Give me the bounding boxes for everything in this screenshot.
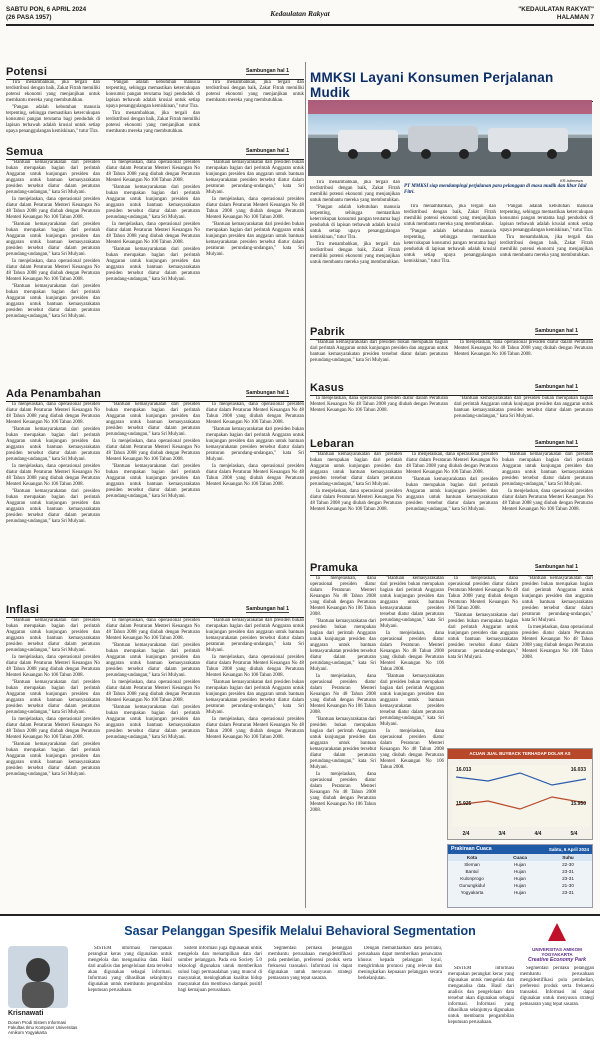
paragraph: "Bantuan kemasyarakatan dari presiden bukan merupakan bagian dari perintah Anggaran untuk kunjungan presiden dan anggaran untuk bantuan kemasyarakatan presiden tersebut diatur dalam peraturan perundang-undangan," kata Sri Mulyani. [6,222,100,257]
article-kasus-col2 [454,396,593,432]
right-low-value: 15.950 [570,801,586,807]
feature-col1 [310,180,400,320]
article-potensi-col3 [206,80,304,138]
author-name: Krisnawati [8,1010,44,1017]
paragraph: "Bantuan kemasyarakatan dari presiden bukan merupakan bagian dari perintah Anggaran untuk kunjungan presiden dan anggaran untuk bantuan kemasyarakatan presiden tersebut diatur dalam peraturan perundang-undangan," kata Sri Mulyani. [6,680,100,715]
paragraph: "Bantuan kemasyarakatan dari presiden bukan merupakan bagian dari perintah Anggaran untuk kunjungan presiden dan anggaran untuk bantuan kemasyarakatan presiden tersebut diatur dalam peraturan perundang-undangan," kata Sri Mulyani. [206,427,304,462]
paragraph: SISTEM informasi merupakan perangkat keras yang digunakan untuk mengelola dan menganalisa data. Hasil dari analisis dan pengelolaan data tersebut akan digunakan sebagai informasi. Informasi yang dihasilkan selanjutnya digunakan untuk membantu pengambilan keputusan perusahaan. [448,966,514,1025]
paragraph: Ia menjelaskan, dana operasional presiden diatur dalam Peraturan Menteri Keuangan No 48 Tahun 2008 yang diubah dengan Peraturan Menteri Keuangan No 106 Tahun 2008. [206,197,304,220]
article-pramuka-col2 [380,576,444,908]
issue-javanese-date: (26 PASA 1957) [6,14,52,21]
university-tagline: Creative Economy Park [528,957,586,963]
ad-col1 [88,946,172,1046]
paragraph: Ia menjelaskan, dana operasional presiden diatur dalam Peraturan Menteri Keuangan No 48 Tahun 2008 yang diubah dengan Peraturan Menteri Keuangan No 106 Tahun 2008. [106,618,200,641]
article-lebaran-col3 [502,452,593,556]
photo-illustration [308,100,592,176]
paragraph: Tira menambahkan, jika tergali dan terdistribusi dengan baik, Zakat Fitrah memiliki potensi ekonomi yang menjanjikan untuk membantu mereka yang membutuhkan. [500,235,593,258]
section-title-pramuka: Pramuka [310,562,593,574]
continued-ada: Sambungan hal 1 [246,390,289,396]
paragraph: Ia menjelaskan, dana operasional presiden diatur dalam Peraturan Menteri Keuangan No 48 Tahun 2008 yang diubah dengan Peraturan Menteri Keuangan No 106 Tahun 2008. [6,259,100,282]
article-ada-col2 [106,402,200,598]
paragraph: Ia menjelaskan, dana operasional presiden diatur dalam Peraturan Menteri Keuangan No 48 Tahun 2008 yang diubah dengan Peraturan Menteri Keuangan No 106 Tahun 2008. [454,340,593,357]
paragraph: Segmentasi perilaku pelanggan membantu perusahaan mengidentifikasi pola pembelian, preferensi produk serta frekuensi transaksi. Informasi ini dapat digunakan untuk menyusun strategi pemasaran yang tepat sasaran. [268,946,352,981]
paragraph: Ia menjelaskan, dana operasional presiden diatur dalam Peraturan Menteri Keuangan No 48 Tahun 2008 yang diubah dengan Peraturan Menteri Keuangan No 106 Tahun 2008. [310,576,376,617]
paragraph: "Bantuan kemasyarakatan dari presiden bukan merupakan bagian dari perintah Anggaran untuk kunjungan presiden dan anggaran untuk bantuan kemasyarakatan presiden tersebut diatur dalam peraturan perundang-undangan," kata Sri Mulyani. [206,618,304,653]
photo-caption: PT MMKSI siap mendampingi perjalanan para pelanggan di masa mudik dan libur Idul Fitri. [404,184,587,195]
article-pramuka-col3 [448,576,518,744]
date-tick: 4/4 [534,831,542,837]
article-potensi-col2 [106,80,200,138]
feature-col3 [500,204,593,320]
feature-photo [308,100,592,176]
paragraph: Ia menjelaskan, dana operasional presiden diatur dalam Peraturan Menteri Keuangan No 48 Tahun 2008 yang diubah dengan Peraturan Menteri Keuangan No 106 Tahun 2008. [310,772,376,813]
paragraph: "Bantuan kemasyarakatan dari presiden bukan merupakan bagian dari perintah Anggaran untuk kunjungan presiden dan anggaran untuk bantuan kemasyarakatan presiden tersebut diatur dalam peraturan perundang-undangan," kata Sri Mulyani. [502,452,593,487]
issue-date: SABTU PON, 6 APRIL 2024 [6,6,87,13]
university-logo [520,922,594,962]
cell: Hujan [513,883,526,888]
section-title-potensi: Potensi [6,66,304,78]
ad-col4 [358,946,442,1046]
paragraph: Ia menjelaskan, dana operasional presiden diatur dalam Peraturan Menteri Keuangan No 48 Tahun 2008 yang diubah dengan Peraturan Menteri Keuangan No 106 Tahun 2008. [6,402,100,425]
paragraph: Ia menjelaskan, dana operasional presiden diatur dalam Peraturan Menteri Keuangan No 48 Tahun 2008 yang diubah dengan Peraturan Menteri Keuangan No 106 Tahun 2008. [448,576,518,611]
paragraph: "Bantuan kemasyarakatan dari presiden bukan merupakan bagian dari perintah Anggaran untuk kunjungan presiden dan anggaran untuk bantuan kemasyarakatan presiden tersebut diatur dalam peraturan perundang-undangan," kata Sri Mulyani. [6,489,100,524]
paragraph: "Pangan adalah kebutuhan manusia terpenting, sehingga memastikan ketercukupan konsumsi pangan terutama bagi penduduk di lapisan terbawah adalah krusial untuk setiap upaya penanggulangan kemiskinan," tutur Tira. [6,105,100,134]
paragraph: "Bantuan kemasyarakatan dari presiden bukan merupakan bagian dari perintah Anggaran untuk kunjungan presiden dan anggaran untuk bantuan kemasyarakatan presiden tersebut diatur dalam peraturan perundang-undangan," kata Sri Mulyani. [310,452,402,487]
cell: Bantul [465,869,479,874]
paragraph: Tira menambahkan, jika tergali dan terdistribusi dengan baik, Zakat Fitrah memiliki potensi ekonomi yang menjanjikan untuk membantu mereka yang membutuhkan. [404,204,496,227]
article-pabrik-col2 [454,340,593,376]
paragraph: Ia menjelaskan, dana operasional presiden diatur dalam Peraturan Menteri Keuangan No 48 Tahun 2008 yang diubah dengan Peraturan Menteri Keuangan No 106 Tahun 2008. [6,655,100,678]
cell: 23-31 [562,869,574,874]
paragraph: Ia menjelaskan, dana operasional presiden diatur dalam Peraturan Menteri Keuangan No 48 Tahun 2008 yang diubah dengan Peraturan Menteri Keuangan No 106 Tahun 2008. [206,655,304,678]
weather-date: Sabtu, 6 April 2024 [548,847,589,852]
continued-lebaran: Sambungan hal 1 [535,440,578,446]
table-header-row [448,854,592,861]
paragraph: "Bantuan kemasyarakatan dari presiden bukan merupakan bagian dari perintah Anggaran untuk kunjungan presiden dan anggaran untuk bantuan kemasyarakatan presiden tersebut diatur dalam peraturan perundang-undangan," kata Sri Mulyani. [380,674,444,727]
paragraph: Tira menambahkan, jika tergali dan terdistribusi dengan baik, Zakat Fitrah memiliki potensi ekonomi yang menjanjikan untuk membantu mereka yang membutuhkan. [106,111,200,134]
ad-col5 [448,966,514,1046]
section-title-lebaran: Lebaran [310,438,593,450]
right-high-value: 16.033 [570,767,586,773]
cell: 23-31 [562,890,574,895]
paragraph: Ia menjelaskan, dana operasional presiden diatur dalam Peraturan Menteri Keuangan No 48 Tahun 2008 yang diubah dengan Peraturan Menteri Keuangan No 106 Tahun 2008. [106,160,200,183]
article-semua-col3 [206,160,304,382]
article-kasus-col1 [310,396,448,432]
table-row [448,882,592,889]
table-row [448,868,592,875]
paragraph: Ia menjelaskan, dana operasional presiden diatur dalam Peraturan Menteri Keuangan No 48 Tahun 2008 yang diubah dengan Peraturan Menteri Keuangan No 106 Tahun 2008. [206,464,304,487]
section-title-pabrik: Pabrik [310,326,593,338]
header-right [518,6,594,22]
paragraph: "Bantuan kemasyarakatan dari presiden bukan merupakan bagian dari perintah Anggaran untuk kunjungan presiden dan anggaran untuk bantuan kemasyarakatan presiden tersebut diatur dalam peraturan perundang-undangan," kata Sri Mulyani. [206,680,304,715]
feature-headline: MMKSI Layani Konsumen Perjalanan Mudik [310,70,593,100]
cell: Hujan [513,876,526,881]
weather-title-text: Prakiraan Cuaca [451,846,492,852]
paragraph: "Bantuan kemasyarakatan dari presiden bukan merupakan bagian dari perintah Anggaran untuk kunjungan presiden dan anggaran untuk bantuan kemasyarakatan presiden tersebut diatur dalam peraturan perundang-undangan," kata Sri Mulyani. [206,222,304,257]
ad-col3 [268,946,352,1046]
currency-chart [447,748,593,840]
advertorial-block [0,914,600,1050]
paragraph: "Bantuan kemasyarakatan dari presiden bukan merupakan bagian dari perintah Anggaran untuk kunjungan presiden dan anggaran untuk bantuan kemasyarakatan presiden tersebut diatur dalam peraturan perundang-undangan," kata Sri Mulyani. [310,619,376,672]
page-header [6,4,594,26]
col-header: Kota [466,855,478,860]
author-photo [8,946,68,1008]
continued-semua: Sambungan hal 1 [246,148,289,154]
date-tick: 3/4 [498,831,506,837]
paragraph: Ia menjelaskan, dana operasional presiden diatur dalam Peraturan Menteri Keuangan No 48 Tahun 2008 yang diubah dengan Peraturan Menteri Keuangan No 106 Tahun 2008. [380,729,444,770]
article-potensi-col1 [6,80,100,138]
section-title-kasus: Kasus [310,382,593,394]
section-title-ada-penambahan: Ada Penambahan [6,388,304,400]
date-tick: 5/4 [570,831,578,837]
paragraph: "Bantuan kemasyarakatan dari presiden bukan merupakan bagian dari perintah Anggaran untuk kunjungan presiden dan anggaran untuk bantuan kemasyarakatan presiden tersebut diatur dalam peraturan perundang-undangan," kata Sri Mulyani. [454,396,593,419]
cell: 23-31 [562,876,574,881]
paragraph: "Pangan adalah kebutuhan manusia terpenting, sehingga memastikan ketercukupan konsumsi pangan terutama bagi penduduk di lapisan terbawah adalah krusial untuk setiap upaya penanggulangan kemiskinan," tutur Tira. [404,229,496,264]
chart-title: ACUAN JUAL BUYBACK TERHADAP DOLAR AS [448,749,592,759]
paragraph: Ia menjelaskan, dana operasional presiden diatur dalam Peraturan Menteri Keuangan No 48 Tahun 2008 yang diubah dengan Peraturan Menteri Keuangan No 106 Tahun 2008. [502,489,593,512]
paragraph: "Bantuan kemasyarakatan dari presiden bukan merupakan bagian dari perintah Anggaran untuk kunjungan presiden dan anggaran untuk bantuan kemasyarakatan presiden tersebut diatur dalam peraturan perundang-undangan," kata Sri Mulyani. [6,284,100,319]
university-name: UNIVERSITAS AMIKOM YOGYAKARTA [532,947,582,957]
paragraph: SISTEM informasi merupakan perangkat keras yang digunakan untuk mengelola dan menganalisa data. Hasil dari analisis dan pengelolaan data tersebut akan digunakan sebagai informasi. Informasi yang dihasilkan selanjutnya digunakan untuk membantu pengambilan keputusan perusahaan. [88,946,172,993]
weather-title [448,845,592,854]
article-pramuka-col4 [522,576,593,744]
paragraph: "Bantuan kemasyarakatan dari presiden bukan merupakan bagian dari perintah Anggaran untuk kunjungan presiden dan anggaran untuk bantuan kemasyarakatan presiden tersebut diatur dalam peraturan perundang-undangan," kata Sri Mulyani. [6,160,100,195]
paragraph: Ia menjelaskan, dana operasional presiden diatur dalam Peraturan Menteri Keuangan No 48 Tahun 2008 yang diubah dengan Peraturan Menteri Keuangan No 106 Tahun 2008. [206,402,304,425]
article-semua-col1 [6,160,100,382]
paragraph: Ia menjelaskan, dana operasional presiden diatur dalam Peraturan Menteri Keuangan No 48 Tahun 2008 yang diubah dengan Peraturan Menteri Keuangan No 106 Tahun 2008. [406,452,498,475]
paragraph: "Pangan adalah kebutuhan manusia terpenting, sehingga memastikan ketercukupan konsumsi pangan terutama bagi penduduk di lapisan terbawah adalah krusial untuk setiap upaya penanggulangan kemiskinan," tutur Tira. [106,80,200,109]
feature-col2 [404,204,496,320]
paragraph: Segmentasi perilaku pelanggan membantu perusahaan mengidentifikasi pola pembelian, preferensi produk serta frekuensi transaksi. Informasi ini dapat digunakan untuk menyusun strategi pemasaran yang tepat sasaran. [520,966,594,1007]
paragraph: "Bantuan kemasyarakatan dari presiden bukan merupakan bagian dari perintah Anggaran untuk kunjungan presiden dan anggaran untuk bantuan kemasyarakatan presiden tersebut diatur dalam peraturan perundang-undangan," kata Sri Mulyani. [310,340,448,363]
article-inflasi-col3 [206,618,304,908]
paragraph: Tira menambahkan, jika tergali dan terdistribusi dengan baik, Zakat Fitrah memiliki potensi ekonomi yang menjanjikan untuk membantu mereka yang membutuhkan. [310,180,400,203]
author-role: Dosen Prodi Sistem Informasi Fakultas Ilmu Komputer Universitas Amikom Yogyakarta [8,1020,78,1036]
paragraph: Tira menambahkan, jika tergali dan terdistribusi dengan baik, Zakat Fitrah memiliki potensi ekonomi yang menjanjikan untuk membantu mereka yang membutuhkan. [206,80,304,103]
paragraph: Ia menjelaskan, dana operasional presiden diatur dalam Peraturan Menteri Keuangan No 48 Tahun 2008 yang diubah dengan Peraturan Menteri Keuangan No 106 Tahun 2008. [380,631,444,672]
paragraph: Ia menjelaskan, dana operasional presiden diatur dalam Peraturan Menteri Keuangan No 48 Tahun 2008 yang diubah dengan Peraturan Menteri Keuangan No 106 Tahun 2008. [310,489,402,512]
article-inflasi-col1 [6,618,100,908]
cell: Gunungkidul [459,883,485,888]
col-header: Cuaca [513,855,527,860]
paragraph: Tira menambahkan, jika tergali dan terdistribusi dengan baik, Zakat Fitrah memiliki potensi ekonomi yang menjanjikan untuk membantu mereka yang membutuhkan. [310,242,400,265]
paragraph: "Bantuan kemasyarakatan dari presiden bukan merupakan bagian dari perintah Anggaran untuk kunjungan presiden dan anggaran untuk bantuan kemasyarakatan presiden tersebut diatur dalam peraturan perundang-undangan," kata Sri Mulyani. [206,160,304,195]
article-pabrik-col1 [310,340,448,376]
page-number: HALAMAN 7 [556,14,594,21]
paragraph: "Bantuan kemasyarakatan dari presiden bukan merupakan bagian dari perintah Anggaran untuk kunjungan presiden dan anggaran untuk bantuan kemasyarakatan presiden tersebut diatur dalam peraturan perundang-undangan," kata Sri Mulyani. [6,618,100,653]
paragraph: "Bantuan kemasyarakatan dari presiden bukan merupakan bagian dari perintah Anggaran untuk kunjungan presiden dan anggaran untuk bantuan kemasyarakatan presiden tersebut diatur dalam peraturan perundang-undangan," kata Sri Mulyani. [522,576,593,623]
paragraph: Ia menjelaskan, dana operasional presiden diatur dalam Peraturan Menteri Keuangan No 48 Tahun 2008 yang diubah dengan Peraturan Menteri Keuangan No 106 Tahun 2008. [310,674,376,715]
article-pramuka-col1 [310,576,376,908]
cell: Hujan [513,869,526,874]
university-emblem-icon [547,922,567,942]
paragraph: Ia menjelaskan, dana operasional presiden diatur dalam Peraturan Menteri Keuangan No 48 Tahun 2008 yang diubah dengan Peraturan Menteri Keuangan No 106 Tahun 2008. [206,717,304,740]
table-row [448,875,592,882]
paragraph: "Bantuan kemasyarakatan dari presiden bukan merupakan bagian dari perintah Anggaran untuk kunjungan presiden dan anggaran untuk bantuan kemasyarakatan presiden tersebut diatur dalam peraturan perundang-undangan," kata Sri Mulyani. [106,643,200,678]
left-low-value: 15.925 [456,801,472,807]
paragraph: "Bantuan kemasyarakatan dari presiden bukan merupakan bagian dari perintah Anggaran untuk kunjungan presiden dan anggaran untuk bantuan kemasyarakatan presiden tersebut diatur dalam peraturan perundang-undangan," kata Sri Mulyani. [406,477,498,512]
ad-headline: Sasar Pelanggan Spesifik Melalui Behavioral Segmentation [124,924,476,938]
section-title-semua: Semua [6,146,304,158]
continued-pramuka: Sambungan hal 1 [535,564,578,570]
continued-potensi: Sambungan hal 1 [246,68,289,74]
paragraph: Ia menjelaskan, dana operasional presiden diatur dalam Peraturan Menteri Keuangan No 48 Tahun 2008 yang diubah dengan Peraturan Menteri Keuangan No 106 Tahun 2008. [106,222,200,245]
column-divider [305,62,306,908]
cell: 21-30 [562,883,574,888]
paragraph: Dengan memanfaatkan data perilaku, perusahaan dapat memberikan penawaran khusus kepada pelanggan loyal, mengirimkan promosi yang relevan dan meningkatkan kepuasan pelanggan secara berkelanjutan. [358,946,442,981]
paragraph: Tira menambahkan, jika tergali dan terdistribusi dengan baik, Zakat Fitrah memiliki potensi ekonomi yang menjanjikan untuk membantu mereka yang membutuhkan. [6,80,100,103]
cell: Hujan [513,890,526,895]
paragraph: Ia menjelaskan, dana operasional presiden diatur dalam Peraturan Menteri Keuangan No 48 Tahun 2008 yang diubah dengan Peraturan Menteri Keuangan No 106 Tahun 2008. [106,439,200,462]
table-row [448,861,592,868]
article-semua-col2 [106,160,200,382]
article-lebaran-col1 [310,452,402,556]
paragraph: "Bantuan kemasyarakatan dari presiden bukan merupakan bagian dari perintah Anggaran untuk kunjungan presiden dan anggaran untuk bantuan kemasyarakatan presiden tersebut diatur dalam peraturan perundang-undangan," kata Sri Mulyani. [106,705,200,740]
cell: Yogyakarta [460,890,484,895]
paragraph: Ia menjelaskan, dana operasional presiden diatur dalam Peraturan Menteri Keuangan No 48 Tahun 2008 yang diubah dengan Peraturan Menteri Keuangan No 106 Tahun 2008. [106,680,200,703]
paper-slogan: "KEDAULATAN RAKYAT" [518,6,594,13]
chart-date-axis [448,831,592,837]
paragraph: "Bantuan kemasyarakatan dari presiden bukan merupakan bagian dari perintah Anggaran untuk kunjungan presiden dan anggaran untuk bantuan kemasyarakatan presiden tersebut diatur dalam peraturan perundang-undangan," kata Sri Mulyani. [6,427,100,462]
cell: Kulonprogo [460,876,484,881]
paragraph: "Bantuan kemasyarakatan dari presiden bukan merupakan bagian dari perintah Anggaran untuk kunjungan presiden dan anggaran untuk bantuan kemasyarakatan presiden tersebut diatur dalam peraturan perundang-undangan," kata Sri Mulyani. [380,576,444,629]
masthead-title: Kedaulatan Rakyat [270,9,330,18]
paragraph: Ia menjelaskan, dana operasional presiden diatur dalam Peraturan Menteri Keuangan No 48 Tahun 2008 yang diubah dengan Peraturan Menteri Keuangan No 106 Tahun 2008. [6,717,100,740]
left-high-value: 16.013 [456,767,472,773]
continued-pabrik: Sambungan hal 1 [535,328,578,334]
paragraph: "Bantuan kemasyarakatan dari presiden bukan merupakan bagian dari perintah Anggaran untuk kunjungan presiden dan anggaran untuk bantuan kemasyarakatan presiden tersebut diatur dalam peraturan perundang-undangan," kata Sri Mulyani. [310,717,376,770]
ad-col2 [178,946,262,1046]
author-avatar [8,946,68,1008]
paragraph: Ia menjelaskan, dana operasional presiden diatur dalam Peraturan Menteri Keuangan No 48 Tahun 2008 yang diubah dengan Peraturan Menteri Keuangan No 106 Tahun 2008. [522,625,593,660]
paragraph: "Bantuan kemasyarakatan dari presiden bukan merupakan bagian dari perintah Anggaran untuk kunjungan presiden dan anggaran untuk bantuan kemasyarakatan presiden tersebut diatur dalam peraturan perundang-undangan," kata Sri Mulyani. [106,402,200,437]
col-header: Suhu [562,855,574,860]
paragraph: "Bantuan kemasyarakatan dari presiden bukan merupakan bagian dari perintah Anggaran untuk kunjungan presiden dan anggaran untuk bantuan kemasyarakatan presiden tersebut diatur dalam peraturan perundang-undangan," kata Sri Mulyani. [106,185,200,220]
paragraph: "Bantuan kemasyarakatan dari presiden bukan merupakan bagian dari perintah Anggaran untuk kunjungan presiden dan anggaran untuk bantuan kemasyarakatan presiden tersebut diatur dalam peraturan perundang-undangan," kata Sri Mulyani. [106,464,200,499]
paragraph: Ia menjelaskan, dana operasional presiden diatur dalam Peraturan Menteri Keuangan No 48 Tahun 2008 yang diubah dengan Peraturan Menteri Keuangan No 106 Tahun 2008. [6,197,100,220]
article-ada-col1 [6,402,100,598]
paragraph: Ia menjelaskan, dana operasional presiden diatur dalam Peraturan Menteri Keuangan No 48 Tahun 2008 yang diubah dengan Peraturan Menteri Keuangan No 106 Tahun 2008. [310,396,448,413]
ad-col6 [520,966,594,1046]
continued-kasus: Sambungan hal 1 [535,384,578,390]
weather-forecast-table [447,844,593,908]
paragraph: "Pangan adalah kebutuhan manusia terpenting, sehingga memastikan ketercukupan konsumsi pangan terutama bagi penduduk di lapisan terbawah adalah krusial untuk setiap upaya penanggulangan kemiskinan," tutur Tira. [500,204,593,233]
paragraph: "Bantuan kemasyarakatan dari presiden bukan merupakan bagian dari perintah Anggaran untuk kunjungan presiden dan anggaran untuk bantuan kemasyarakatan presiden tersebut diatur dalam peraturan perundang-undangan," kata Sri Mulyani. [448,613,518,660]
paragraph: Ia menjelaskan, dana operasional presiden diatur dalam Peraturan Menteri Keuangan No 48 Tahun 2008 yang diubah dengan Peraturan Menteri Keuangan No 106 Tahun 2008. [6,464,100,487]
table-row [448,889,592,896]
paragraph: "Bantuan kemasyarakatan dari presiden bukan merupakan bagian dari perintah Anggaran untuk kunjungan presiden dan anggaran untuk bantuan kemasyarakatan presiden tersebut diatur dalam peraturan perundang-undangan," kata Sri Mulyani. [106,247,200,282]
cell: Sleman [464,862,480,867]
continued-inflasi: Sambungan hal 1 [246,606,289,612]
paragraph: "Pangan adalah kebutuhan manusia terpenting, sehingga memastikan ketercukupan konsumsi pangan terutama bagi penduduk di lapisan terbawah adalah krusial untuk setiap upaya penanggulangan kemiskinan," tutur Tira. [310,205,400,240]
article-lebaran-col2 [406,452,498,556]
cell: Hujan [513,862,526,867]
photo-credit: KR-Istimewa [560,178,583,183]
article-inflasi-col2 [106,618,200,908]
paragraph: "Bantuan kemasyarakatan dari presiden bukan merupakan bagian dari perintah Anggaran untuk kunjungan presiden dan anggaran untuk bantuan kemasyarakatan presiden tersebut diatur dalam peraturan perundang-undangan," kata Sri Mulyani. [6,742,100,777]
cell: 22-30 [562,862,574,867]
section-title-inflasi: Inflasi [6,604,304,616]
paragraph: Sistem informasi juga digunakan untuk mengelola dan menampilkan data dari sumber pelanggan. Pada era Society 5.0 teknologi digunakan untuk memberikan solusi bagi permasalahan yang muncul di masyarakat, meningkatkan kualitas hidup masyarakat dan membawa dampak positif bagi kemajuan perusahaan. [178,946,262,993]
date-tick: 2/4 [462,831,470,837]
article-ada-col3 [206,402,304,598]
